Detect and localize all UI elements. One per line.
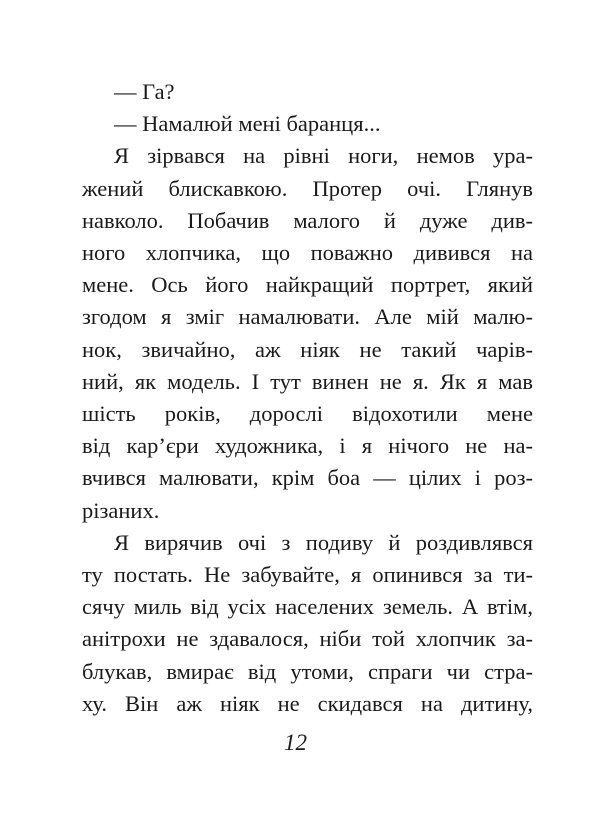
text-line: навколо. Побачив малого й дуже див- — [82, 207, 533, 233]
text-line: вчився малювати, крім боа — цілих і роз- — [82, 465, 533, 491]
paragraph — [82, 76, 533, 108]
paragraph — [82, 108, 533, 140]
text-line: ту постать. Не забувайте, я опинився за ти- — [82, 562, 533, 588]
text-line: блукав, вмирає від утоми, спраги чи стра- — [82, 658, 533, 684]
text-line: Я вирячив очі з подиву й роздивлявся — [114, 529, 533, 555]
text-line: ний, як модель. І тут винен не я. Як я мав — [82, 368, 533, 394]
text-line: анітрохи не здавалося, ніби той хлопчик за- — [82, 626, 533, 652]
text-line: від кар’єри художника, і я нічого не на- — [82, 433, 533, 459]
text-line: Я зірвався на рівні ноги, немов ура- — [114, 143, 533, 169]
text-line: нок, звичайно, аж ніяк не такий чарів- — [82, 336, 533, 362]
text-line: — Га? — [114, 79, 175, 104]
text-line: жений блискавкою. Протер очі. Глянув — [82, 175, 533, 201]
text-line: ного хлопчика, що поважно дивився на — [82, 240, 533, 266]
text-line: шість років, дорослі відохотили мене — [82, 401, 533, 427]
paragraph — [82, 527, 533, 720]
text-line: сячу миль від усіх населених земель. А втім, — [82, 594, 533, 620]
text-line: — Намалюй мені баранця... — [114, 111, 381, 137]
page-number: 12 — [284, 730, 307, 755]
paragraph — [82, 140, 533, 526]
text-line: мене. Ось його найкращий портрет, який — [82, 272, 533, 298]
body-text — [82, 76, 533, 720]
text-line: згодом я зміг намалювати. Але мій малю- — [82, 304, 533, 330]
text-line: різаних. — [82, 497, 160, 523]
text-line: ху. Він аж ніяк не скидався на дитину, — [82, 690, 533, 716]
